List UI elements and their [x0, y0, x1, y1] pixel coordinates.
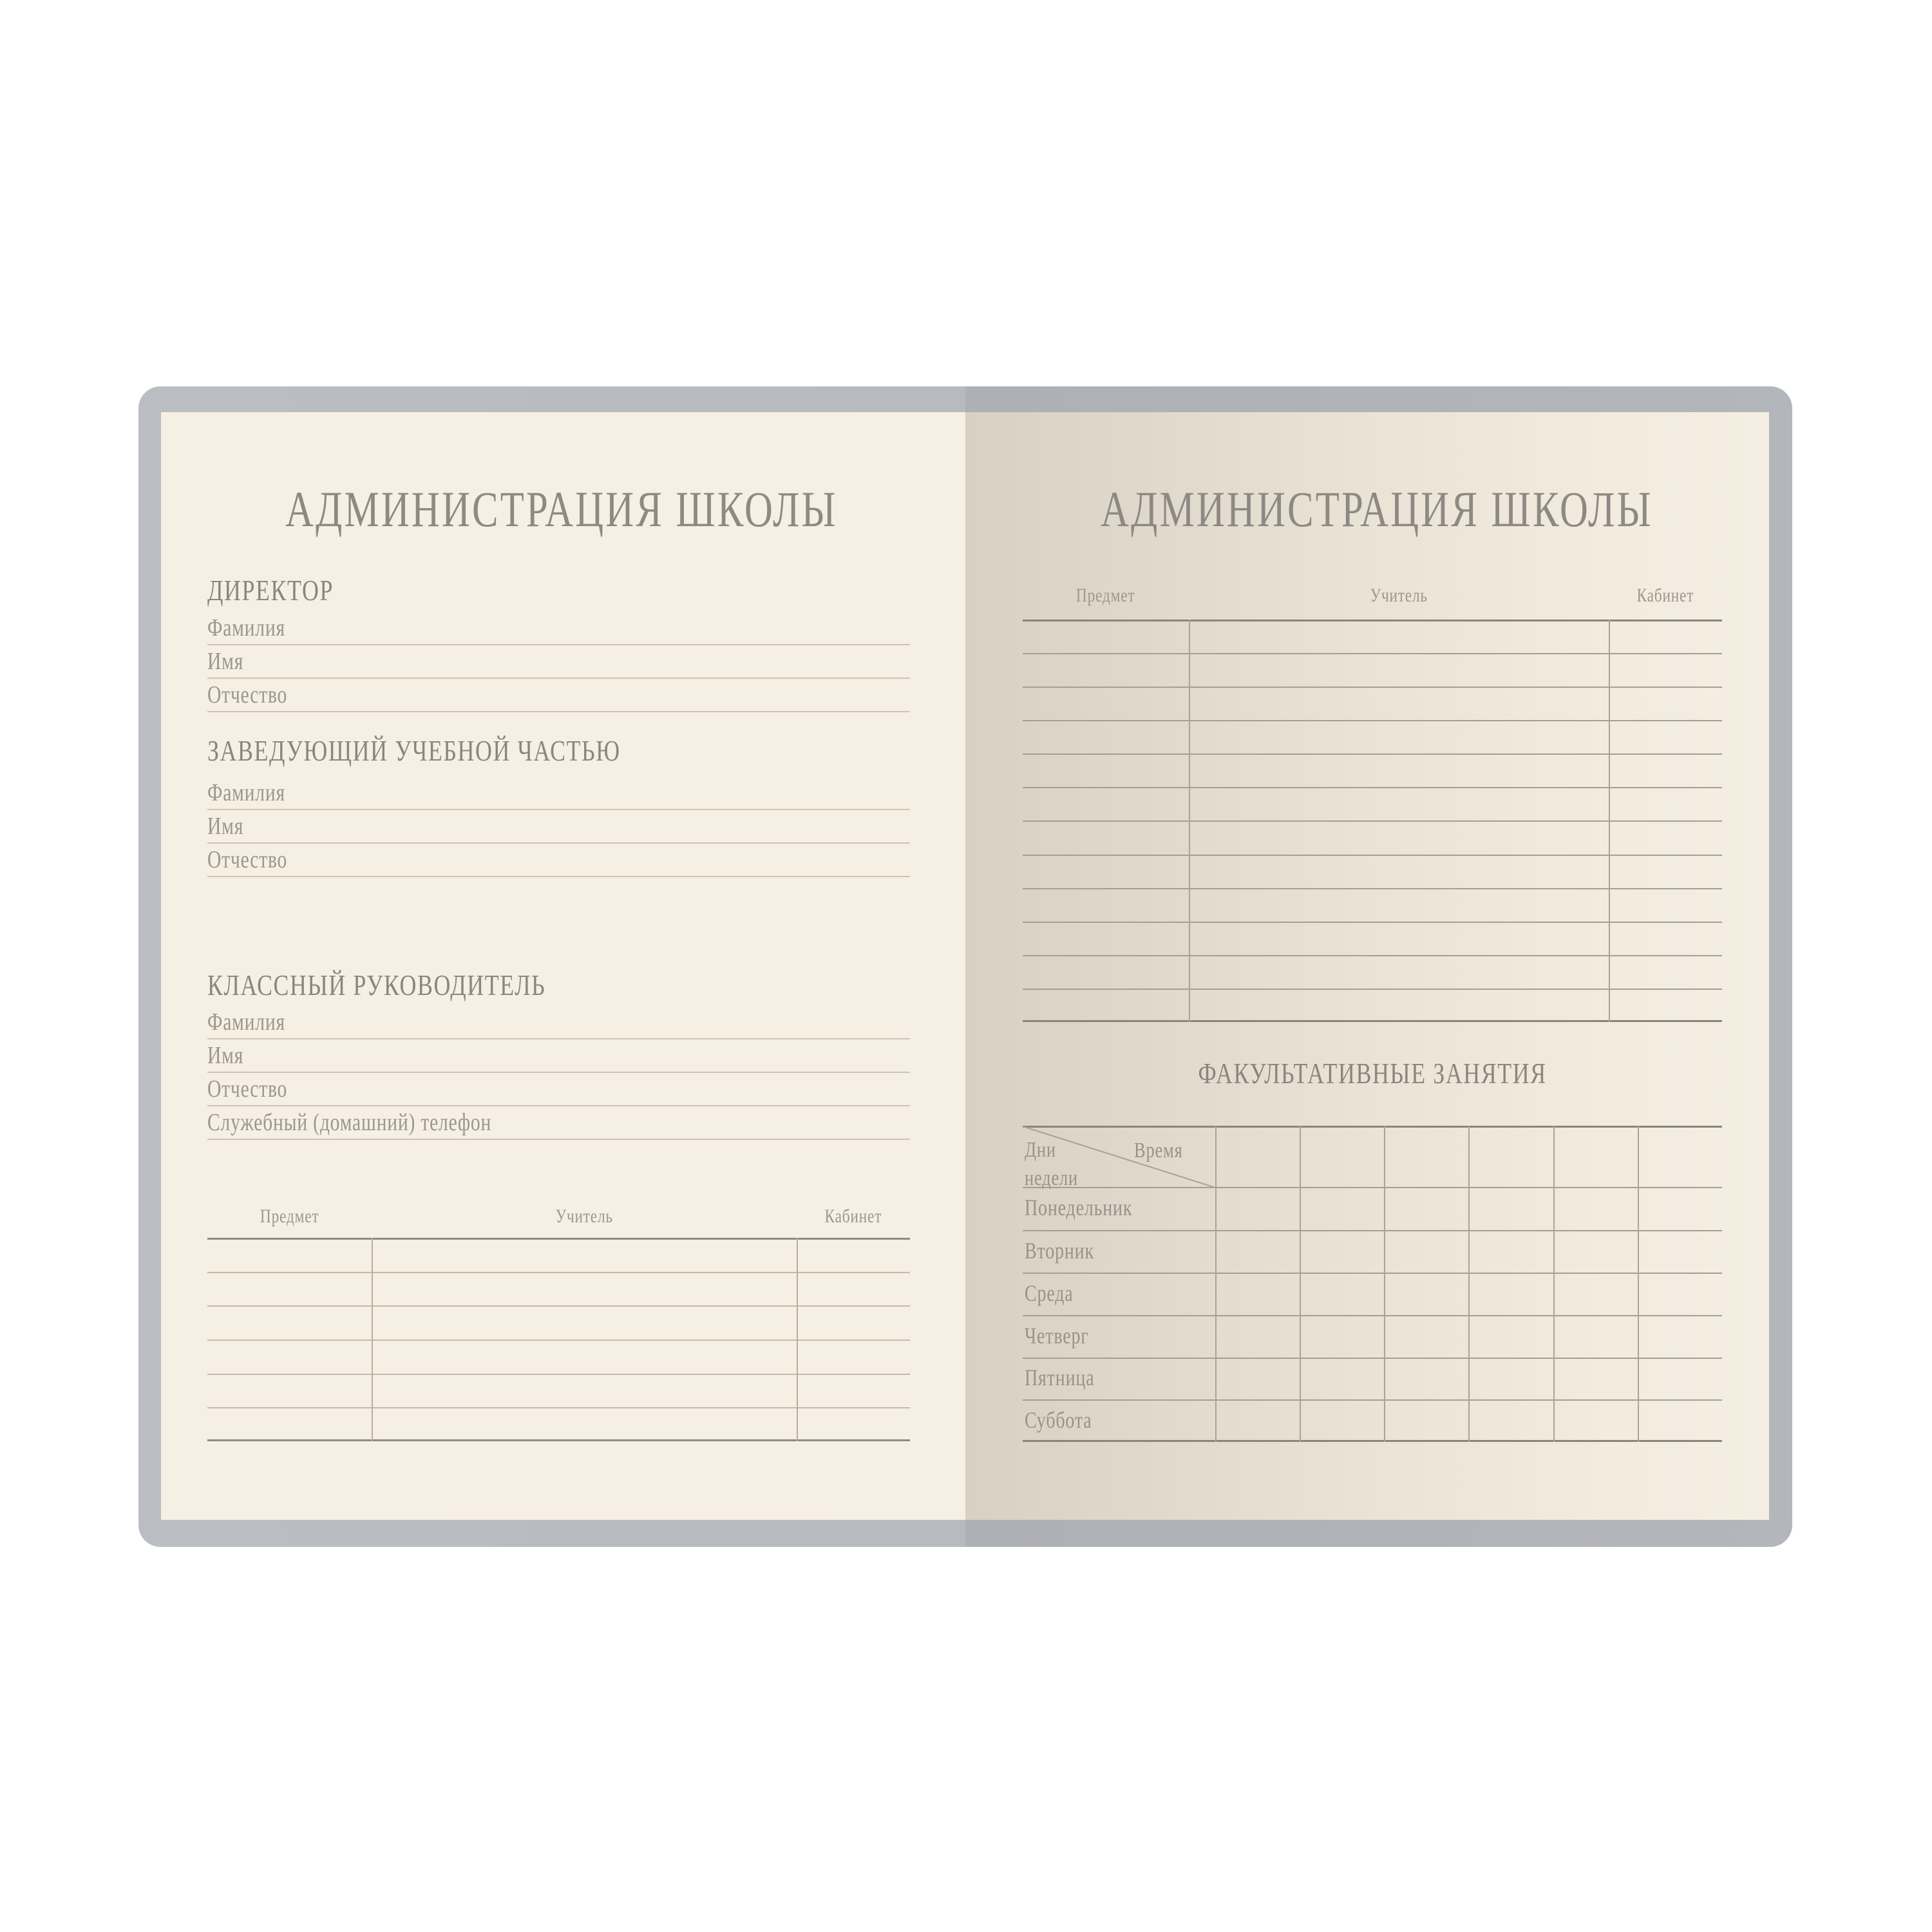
table-row-line [1023, 989, 1722, 990]
schedule-border-top [1023, 1126, 1722, 1128]
field-label: Фамилия [207, 779, 285, 806]
day-row-label: Суббота [1025, 1407, 1092, 1433]
field-underline [207, 644, 910, 645]
field-label: Отчество [207, 681, 288, 708]
day-row-label: Среда [1025, 1280, 1074, 1306]
field-label: Фамилия [207, 614, 285, 641]
field-underline [207, 1072, 910, 1073]
schedule-column-line [1215, 1126, 1217, 1442]
schedule-row-line [1023, 1315, 1722, 1316]
schedule-border-bottom [1023, 1440, 1722, 1442]
day-row-label: Понедельник [1025, 1195, 1133, 1220]
table-row-line [207, 1272, 910, 1273]
schedule-row-line [1023, 1399, 1722, 1401]
table-row-line [1023, 653, 1722, 654]
day-row-label: Пятница [1025, 1365, 1095, 1390]
table-row-line [1023, 955, 1722, 956]
table-row-line [1023, 855, 1722, 856]
schedule-column-line [1638, 1126, 1639, 1442]
corner-days-label: Дни недели [1025, 1138, 1078, 1190]
table-row-line [1023, 922, 1722, 923]
field-underline [207, 809, 910, 810]
table-column-line [372, 1238, 373, 1441]
table-border-top [1023, 620, 1722, 621]
schedule-column-line [1300, 1126, 1301, 1442]
page-title: АДМИНИСТРАЦИЯ ШКОЛЫ [285, 481, 838, 537]
field-underline [207, 677, 910, 679]
field-label: Отчество [207, 1075, 288, 1103]
table-column-line [797, 1238, 798, 1441]
table-header-subject: Предмет [1076, 585, 1135, 606]
field-label: Отчество [207, 846, 288, 873]
schedule-row-line [1023, 1230, 1722, 1231]
table-row-line [207, 1340, 910, 1341]
table-column-line [1609, 620, 1610, 1022]
field-underline [207, 1105, 910, 1106]
day-row-label: Вторник [1025, 1238, 1094, 1264]
field-label: Имя [207, 1042, 244, 1069]
table-header-room: Кабинет [1636, 585, 1694, 606]
left-page [161, 412, 965, 1520]
table-row-line [1023, 687, 1722, 688]
schedule-column-line [1553, 1126, 1555, 1442]
section-heading-class-teacher: КЛАССНЫЙ РУКОВОДИТЕЛЬ [207, 969, 546, 1001]
table-border-top [207, 1238, 910, 1240]
table-row-line [207, 1374, 910, 1375]
table-border-bottom [207, 1439, 910, 1441]
schedule-column-line [1384, 1126, 1385, 1442]
table-header-room: Кабинет [824, 1206, 882, 1227]
section-heading-director: ДИРЕКТОР [207, 574, 334, 607]
schedule-column-line [1468, 1126, 1470, 1442]
table-row-line [1023, 787, 1722, 788]
schedule-row-line [1023, 1358, 1722, 1359]
facultative-title: ФАКУЛЬТАТИВНЫЕ ЗАНЯТИЯ [1198, 1057, 1547, 1090]
table-row-line [1023, 753, 1722, 755]
field-label: Имя [207, 648, 244, 675]
table-header-subject: Предмет [260, 1206, 319, 1227]
table-row-line [207, 1305, 910, 1307]
field-underline [207, 711, 910, 712]
field-underline [207, 842, 910, 844]
table-row-line [207, 1407, 910, 1408]
field-underline [207, 1038, 910, 1039]
corner-time-label: Время [1134, 1139, 1183, 1162]
table-border-bottom [1023, 1020, 1722, 1022]
field-label: Фамилия [207, 1009, 285, 1036]
table-row-line [1023, 888, 1722, 889]
table-row-line [1023, 820, 1722, 822]
field-label: Служебный (домашний) телефон [207, 1109, 492, 1136]
field-underline [207, 1139, 910, 1140]
section-heading-head-of-studies: ЗАВЕДУЮЩИЙ УЧЕБНОЙ ЧАСТЬЮ [207, 734, 621, 767]
table-row-line [1023, 720, 1722, 721]
page-title: АДМИНИСТРАЦИЯ ШКОЛЫ [1100, 481, 1653, 537]
table-header-teacher: Учитель [1370, 585, 1428, 606]
day-row-label: Четверг [1025, 1323, 1089, 1349]
field-label: Имя [207, 813, 244, 840]
field-underline [207, 876, 910, 877]
right-page [965, 412, 1769, 1520]
table-column-line [1189, 620, 1190, 1022]
table-header-teacher: Учитель [555, 1206, 613, 1227]
schedule-row-line [1023, 1273, 1722, 1274]
